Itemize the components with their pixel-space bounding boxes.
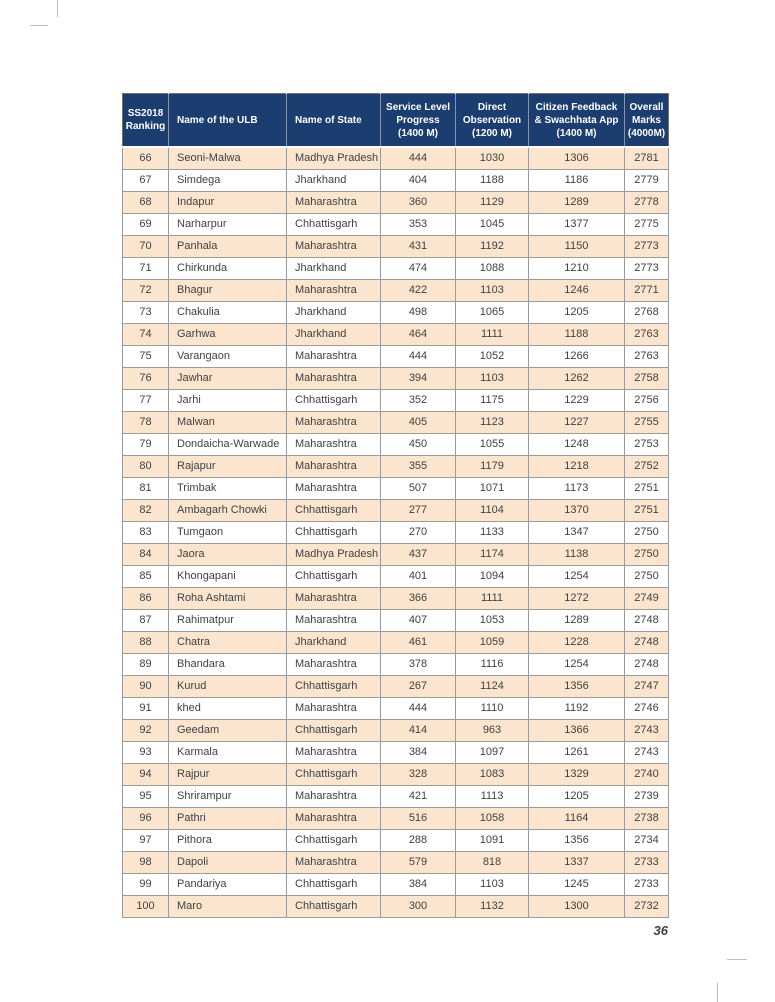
cell: Panhala: [169, 236, 287, 258]
table-row: [123, 280, 669, 302]
column-header: Direct Observation (1200 M): [456, 94, 529, 148]
cell: 1059: [456, 632, 529, 654]
cell: Maharashtra: [287, 192, 381, 214]
cell: Chakulia: [169, 302, 287, 324]
cell: 498: [381, 302, 456, 324]
cell: 1052: [456, 346, 529, 368]
cell: 1083: [456, 764, 529, 786]
cell: Indapur: [169, 192, 287, 214]
cell: 1164: [529, 808, 625, 830]
cell: Narharpur: [169, 214, 287, 236]
cell: 1113: [456, 786, 529, 808]
cell: 83: [123, 522, 169, 544]
cell: 2746: [625, 698, 669, 720]
cell: 1103: [456, 874, 529, 896]
cell: 2750: [625, 566, 669, 588]
cell: 86: [123, 588, 169, 610]
cell: Dapoli: [169, 852, 287, 874]
cell: 75: [123, 346, 169, 368]
cell: 2779: [625, 170, 669, 192]
column-header: Name of State: [287, 94, 381, 148]
cell: 2758: [625, 368, 669, 390]
cell: Jharkhand: [287, 170, 381, 192]
cell: 2752: [625, 456, 669, 478]
cell: 1111: [456, 324, 529, 346]
cell: 405: [381, 412, 456, 434]
cell: Seoni-Malwa: [169, 147, 287, 170]
table-row: [123, 412, 669, 434]
table-row: [123, 786, 669, 808]
cell: 2743: [625, 720, 669, 742]
cell: 579: [381, 852, 456, 874]
cell: Chhattisgarh: [287, 522, 381, 544]
cell: Maharashtra: [287, 434, 381, 456]
cell: 444: [381, 147, 456, 170]
cell: Chhattisgarh: [287, 390, 381, 412]
cell: 2778: [625, 192, 669, 214]
cell: 516: [381, 808, 456, 830]
cell: 1116: [456, 654, 529, 676]
cell: 72: [123, 280, 169, 302]
table-row: [123, 764, 669, 786]
cell: 352: [381, 390, 456, 412]
cell: 70: [123, 236, 169, 258]
cell: Jaora: [169, 544, 287, 566]
cell: 2739: [625, 786, 669, 808]
cell: 69: [123, 214, 169, 236]
table-row: [123, 500, 669, 522]
table-row: [123, 170, 669, 192]
cell: Malwan: [169, 412, 287, 434]
cell: 2768: [625, 302, 669, 324]
cell: 1124: [456, 676, 529, 698]
cell: 1045: [456, 214, 529, 236]
cell: Jarhi: [169, 390, 287, 412]
cell: 2740: [625, 764, 669, 786]
crop-mark-bottom-right-vertical: [717, 983, 718, 1002]
cell: Maharashtra: [287, 610, 381, 632]
table-row: [123, 390, 669, 412]
cell: Kurud: [169, 676, 287, 698]
cell: 1245: [529, 874, 625, 896]
cell: 1205: [529, 786, 625, 808]
cell: 78: [123, 412, 169, 434]
cell: Maharashtra: [287, 456, 381, 478]
table-row: [123, 368, 669, 390]
cell: 1266: [529, 346, 625, 368]
cell: 450: [381, 434, 456, 456]
cell: Chhattisgarh: [287, 764, 381, 786]
cell: 97: [123, 830, 169, 852]
cell: Chhattisgarh: [287, 720, 381, 742]
cell: Simdega: [169, 170, 287, 192]
cell: 384: [381, 742, 456, 764]
cell: 277: [381, 500, 456, 522]
cell: 1058: [456, 808, 529, 830]
cell: 2734: [625, 830, 669, 852]
cell: 89: [123, 654, 169, 676]
cell: 2771: [625, 280, 669, 302]
cell: 1356: [529, 830, 625, 852]
cell: 2755: [625, 412, 669, 434]
cell: 67: [123, 170, 169, 192]
cell: 91: [123, 698, 169, 720]
cell: 1329: [529, 764, 625, 786]
cell: Bhandara: [169, 654, 287, 676]
cell: 2733: [625, 852, 669, 874]
cell: Maharashtra: [287, 280, 381, 302]
cell: Chhattisgarh: [287, 874, 381, 896]
cell: 93: [123, 742, 169, 764]
cell: 99: [123, 874, 169, 896]
table-row: [123, 874, 669, 896]
cell: Chhattisgarh: [287, 214, 381, 236]
cell: 98: [123, 852, 169, 874]
cell: Maharashtra: [287, 698, 381, 720]
table-row: [123, 852, 669, 874]
cell: 461: [381, 632, 456, 654]
cell: 2753: [625, 434, 669, 456]
table-row: [123, 346, 669, 368]
cell: Jharkhand: [287, 632, 381, 654]
cell: Chhattisgarh: [287, 500, 381, 522]
cell: Khongapani: [169, 566, 287, 588]
cell: 2773: [625, 258, 669, 280]
table-row: [123, 434, 669, 456]
cell: 267: [381, 676, 456, 698]
cell: 2781: [625, 147, 669, 170]
cell: 378: [381, 654, 456, 676]
table-row: [123, 236, 669, 258]
cell: 2738: [625, 808, 669, 830]
cell: 288: [381, 830, 456, 852]
cell: 2763: [625, 324, 669, 346]
table-row: [123, 522, 669, 544]
cell: Maharashtra: [287, 412, 381, 434]
cell: 1300: [529, 896, 625, 918]
table-row: [123, 192, 669, 214]
cell: 270: [381, 522, 456, 544]
cell: 2775: [625, 214, 669, 236]
cell: Chhattisgarh: [287, 830, 381, 852]
cell: 79: [123, 434, 169, 456]
crop-mark-top-left-vertical: [57, 0, 58, 17]
cell: 1138: [529, 544, 625, 566]
cell: 1228: [529, 632, 625, 654]
cell: Geedam: [169, 720, 287, 742]
cell: 77: [123, 390, 169, 412]
cell: 474: [381, 258, 456, 280]
cell: Trimbak: [169, 478, 287, 500]
cell: 407: [381, 610, 456, 632]
table-row: [123, 654, 669, 676]
column-header: Overall Marks (4000M): [625, 94, 669, 148]
cell: 81: [123, 478, 169, 500]
cell: 1150: [529, 236, 625, 258]
cell: 2743: [625, 742, 669, 764]
cell: 963: [456, 720, 529, 742]
column-header: SS2018 Ranking: [123, 94, 169, 148]
cell: Pathri: [169, 808, 287, 830]
cell: Madhya Pradesh: [287, 544, 381, 566]
cell: 1091: [456, 830, 529, 852]
cell: Jawhar: [169, 368, 287, 390]
cell: Rahimatpur: [169, 610, 287, 632]
cell: 1188: [529, 324, 625, 346]
cell: 76: [123, 368, 169, 390]
cell: 1227: [529, 412, 625, 434]
cell: 1192: [456, 236, 529, 258]
cell: 1289: [529, 610, 625, 632]
cell: 1097: [456, 742, 529, 764]
cell: 818: [456, 852, 529, 874]
cell: 384: [381, 874, 456, 896]
cell: Maharashtra: [287, 478, 381, 500]
table-row: [123, 456, 669, 478]
cell: Maro: [169, 896, 287, 918]
cell: 437: [381, 544, 456, 566]
cell: Dondaicha-Warwade: [169, 434, 287, 456]
cell: Ambagarh Chowki: [169, 500, 287, 522]
cell: 1218: [529, 456, 625, 478]
header-row: [123, 94, 669, 148]
cell: 1366: [529, 720, 625, 742]
cell: 1053: [456, 610, 529, 632]
cell: Jharkhand: [287, 324, 381, 346]
table-row: [123, 302, 669, 324]
cell: Pithora: [169, 830, 287, 852]
table-row: [123, 478, 669, 500]
cell: 394: [381, 368, 456, 390]
cell: Maharashtra: [287, 742, 381, 764]
cell: 1055: [456, 434, 529, 456]
cell: 68: [123, 192, 169, 214]
cell: 1356: [529, 676, 625, 698]
cell: 1210: [529, 258, 625, 280]
cell: Garhwa: [169, 324, 287, 346]
table-row: [123, 720, 669, 742]
cell: 1103: [456, 280, 529, 302]
cell: 1123: [456, 412, 529, 434]
cell: 73: [123, 302, 169, 324]
cell: 1262: [529, 368, 625, 390]
cell: 300: [381, 896, 456, 918]
cell: Jharkhand: [287, 258, 381, 280]
cell: Pandariya: [169, 874, 287, 896]
cell: 444: [381, 698, 456, 720]
table-row: [123, 214, 669, 236]
table-row: [123, 258, 669, 280]
cell: 421: [381, 786, 456, 808]
cell: 2756: [625, 390, 669, 412]
cell: Roha Ashtami: [169, 588, 287, 610]
cell: 80: [123, 456, 169, 478]
table-row: [123, 588, 669, 610]
cell: 431: [381, 236, 456, 258]
cell: 1192: [529, 698, 625, 720]
cell: 2763: [625, 346, 669, 368]
cell: 422: [381, 280, 456, 302]
column-header: Service Level Progress (1400 M): [381, 94, 456, 148]
cell: Bhagur: [169, 280, 287, 302]
cell: Maharashtra: [287, 588, 381, 610]
cell: 464: [381, 324, 456, 346]
cell: 1088: [456, 258, 529, 280]
cell: 444: [381, 346, 456, 368]
cell: Rajapur: [169, 456, 287, 478]
cell: 1205: [529, 302, 625, 324]
cell: 85: [123, 566, 169, 588]
cell: Rajpur: [169, 764, 287, 786]
cell: 1175: [456, 390, 529, 412]
cell: Maharashtra: [287, 368, 381, 390]
cell: 2751: [625, 478, 669, 500]
cell: 82: [123, 500, 169, 522]
cell: 2749: [625, 588, 669, 610]
cell: 404: [381, 170, 456, 192]
cell: 1248: [529, 434, 625, 456]
cell: 95: [123, 786, 169, 808]
cell: 74: [123, 324, 169, 346]
cell: 2748: [625, 654, 669, 676]
cell: 1133: [456, 522, 529, 544]
cell: 1246: [529, 280, 625, 302]
cell: 92: [123, 720, 169, 742]
column-header: Name of the ULB: [169, 94, 287, 148]
cell: 1289: [529, 192, 625, 214]
column-header: Citizen Feedback & Swachhata App (1400 M): [529, 94, 625, 148]
cell: 2748: [625, 632, 669, 654]
cell: Maharashtra: [287, 346, 381, 368]
cell: Maharashtra: [287, 236, 381, 258]
cell: 2773: [625, 236, 669, 258]
cell: 401: [381, 566, 456, 588]
cell: Chatra: [169, 632, 287, 654]
cell: 366: [381, 588, 456, 610]
cell: Maharashtra: [287, 808, 381, 830]
cell: 1132: [456, 896, 529, 918]
table-row: [123, 566, 669, 588]
cell: 1337: [529, 852, 625, 874]
cell: 414: [381, 720, 456, 742]
cell: 1104: [456, 500, 529, 522]
cell: 66: [123, 147, 169, 170]
cell: 2747: [625, 676, 669, 698]
cell: 1370: [529, 500, 625, 522]
cell: 1188: [456, 170, 529, 192]
cell: Shrirampur: [169, 786, 287, 808]
table-row: [123, 324, 669, 346]
cell: 1347: [529, 522, 625, 544]
table-row: [123, 698, 669, 720]
cell: Chhattisgarh: [287, 676, 381, 698]
cell: Varangaon: [169, 346, 287, 368]
cell: Maharashtra: [287, 786, 381, 808]
cell: 2732: [625, 896, 669, 918]
cell: 1110: [456, 698, 529, 720]
cell: 328: [381, 764, 456, 786]
table-row: [123, 830, 669, 852]
cell: 1129: [456, 192, 529, 214]
ss2018-ranking-table: [122, 93, 669, 918]
table-row: [123, 808, 669, 830]
cell: Madhya Pradesh: [287, 147, 381, 170]
table-row: [123, 147, 669, 170]
cell: Maharashtra: [287, 654, 381, 676]
cell: 1254: [529, 566, 625, 588]
table-row: [123, 742, 669, 764]
cell: 2750: [625, 544, 669, 566]
cell: khed: [169, 698, 287, 720]
cell: Karmala: [169, 742, 287, 764]
cell: 88: [123, 632, 169, 654]
cell: Tumgaon: [169, 522, 287, 544]
cell: 1065: [456, 302, 529, 324]
cell: 100: [123, 896, 169, 918]
cell: Chhattisgarh: [287, 896, 381, 918]
cell: 1306: [529, 147, 625, 170]
crop-mark-top-left-horizontal: [30, 25, 48, 26]
cell: 87: [123, 610, 169, 632]
cell: 84: [123, 544, 169, 566]
table-row: [123, 610, 669, 632]
cell: 1071: [456, 478, 529, 500]
cell: Chhattisgarh: [287, 566, 381, 588]
table-body: [123, 147, 669, 918]
page-number: 36: [653, 923, 668, 938]
cell: 353: [381, 214, 456, 236]
cell: 2751: [625, 500, 669, 522]
crop-mark-bottom-right-horizontal: [727, 959, 747, 960]
cell: 94: [123, 764, 169, 786]
cell: 1377: [529, 214, 625, 236]
cell: 1111: [456, 588, 529, 610]
cell: 2750: [625, 522, 669, 544]
cell: 1030: [456, 147, 529, 170]
table-row: [123, 632, 669, 654]
cell: 1186: [529, 170, 625, 192]
cell: 96: [123, 808, 169, 830]
cell: 90: [123, 676, 169, 698]
cell: 1094: [456, 566, 529, 588]
cell: 1179: [456, 456, 529, 478]
cell: 1174: [456, 544, 529, 566]
cell: 1272: [529, 588, 625, 610]
cell: Jharkhand: [287, 302, 381, 324]
table-row: [123, 544, 669, 566]
cell: 1173: [529, 478, 625, 500]
cell: 2733: [625, 874, 669, 896]
cell: 355: [381, 456, 456, 478]
cell: Maharashtra: [287, 852, 381, 874]
cell: 507: [381, 478, 456, 500]
cell: 1103: [456, 368, 529, 390]
cell: Chirkunda: [169, 258, 287, 280]
cell: 2748: [625, 610, 669, 632]
cell: 1261: [529, 742, 625, 764]
table-header: [123, 94, 669, 148]
cell: 1229: [529, 390, 625, 412]
cell: 1254: [529, 654, 625, 676]
table-row: [123, 896, 669, 918]
cell: 360: [381, 192, 456, 214]
cell: 71: [123, 258, 169, 280]
table-row: [123, 676, 669, 698]
